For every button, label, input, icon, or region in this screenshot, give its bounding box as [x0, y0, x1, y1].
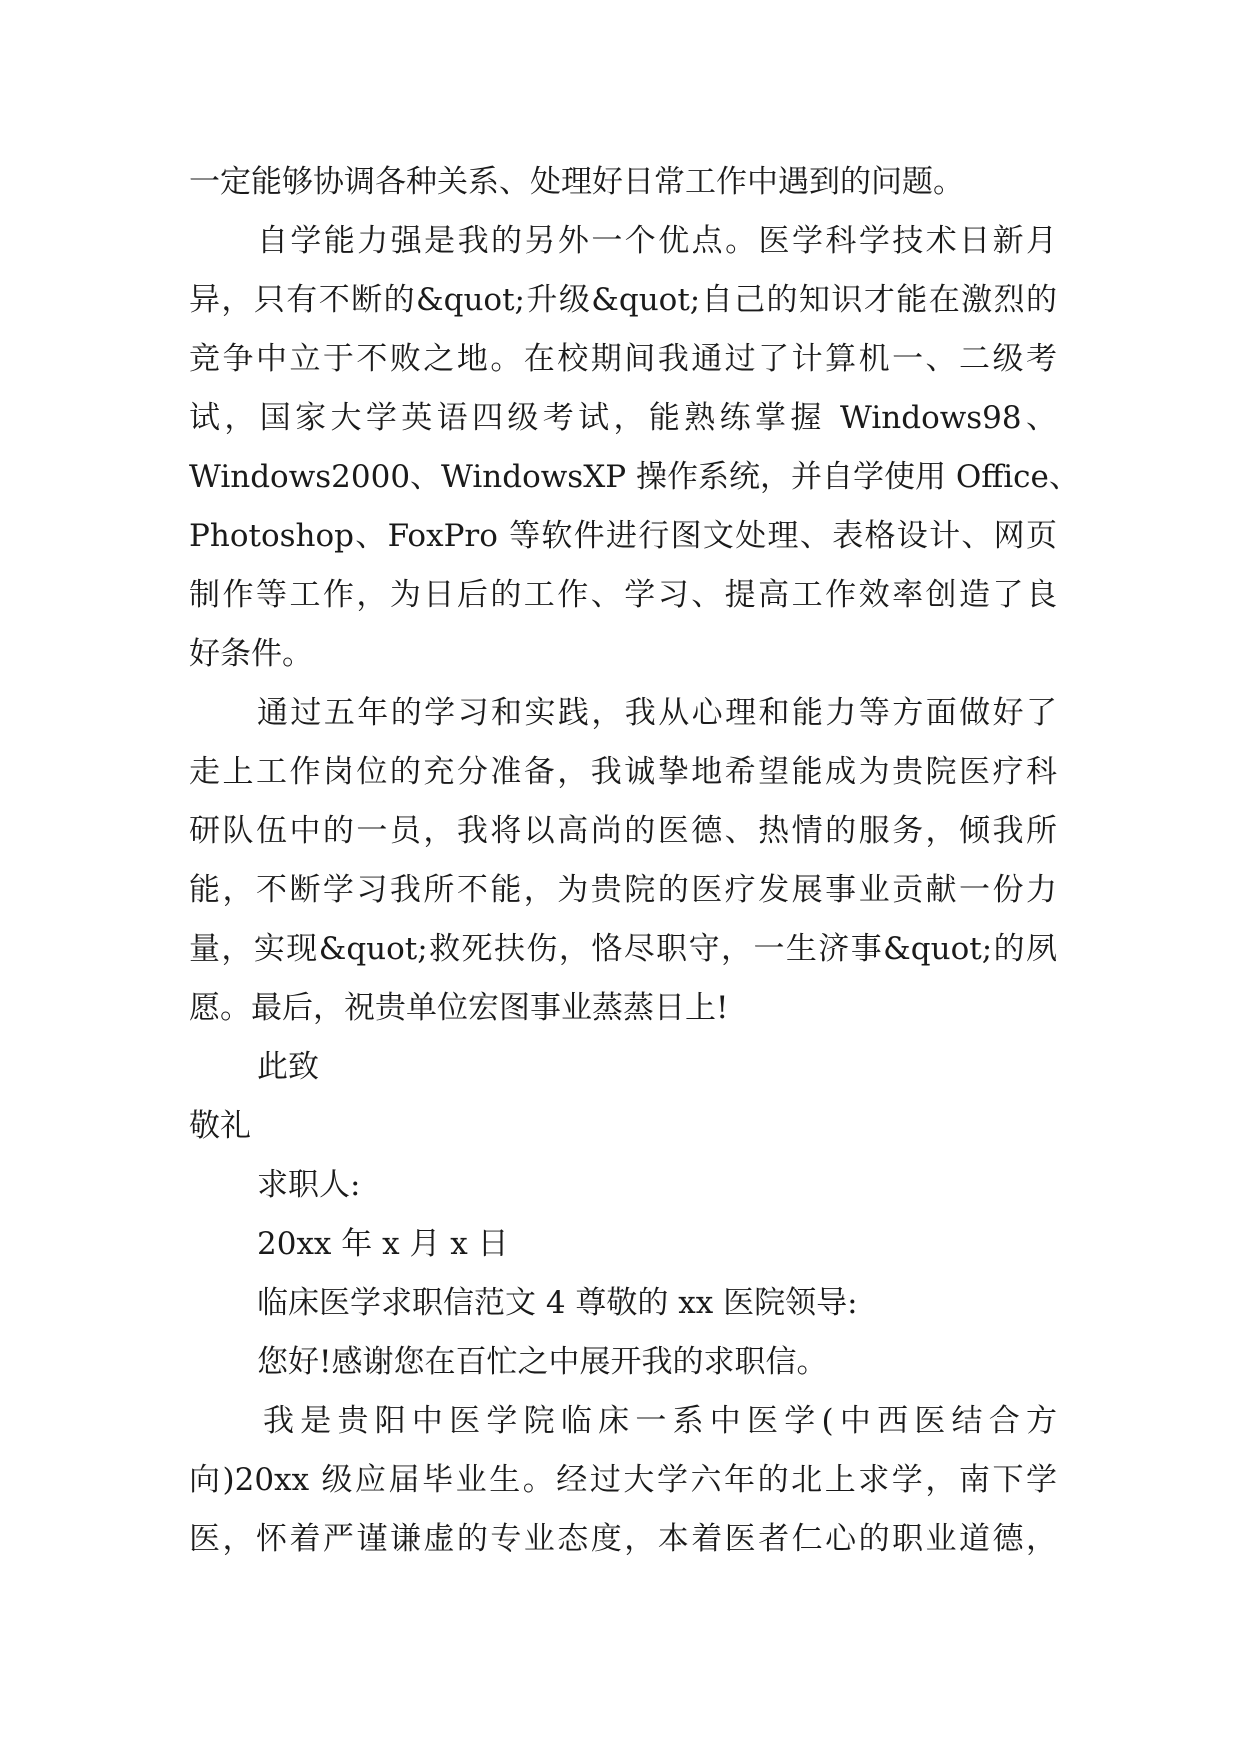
signature-line: 求职人:: [257, 1167, 361, 1203]
text-line: Windows2000、WindowsXP 操作系统，并自学使用 Office、: [189, 459, 1080, 495]
text-line: 量，实现&quot;救死扶伤，恪尽职守，一生济事&quot;的夙: [189, 931, 1057, 967]
text-line: 走上工作岗位的充分准备，我诚挚地希望能成为贵院医疗科: [189, 754, 1057, 790]
text-line: 医，怀着严谨谦虚的专业态度，本着医者仁心的职业道德，: [189, 1521, 1057, 1557]
closing-line: 此致: [257, 1049, 319, 1085]
section-title-line: 临床医学求职信范文 4 尊敬的 xx 医院领导:: [257, 1285, 858, 1321]
paragraph-start-line: 我是贵阳中医学院临床一系中医学(中西医结合方: [263, 1403, 1057, 1439]
paragraph-start-line: 自学能力强是我的另外一个优点。医学科学技术日新月: [257, 223, 1057, 259]
text-line: 好条件。: [189, 636, 313, 672]
date-line: 20xx 年 x 月 x 日: [257, 1226, 509, 1262]
salutation-line: 敬礼: [189, 1108, 251, 1144]
document-body: [189, 153, 1080, 1569]
text-line: 竞争中立于不败之地。在校期间我通过了计算机一、二级考: [189, 341, 1057, 377]
text-line: 一定能够协调各种关系、处理好日常工作中遇到的问题。: [189, 164, 964, 200]
paragraph-start-line: 通过五年的学习和实践，我从心理和能力等方面做好了: [257, 695, 1057, 731]
text-line: 异，只有不断的&quot;升级&quot;自己的知识才能在激烈的: [189, 282, 1057, 318]
text-line: Photoshop、FoxPro 等软件进行图文处理、表格设计、网页: [189, 518, 1057, 554]
text-line: 研队伍中的一员，我将以高尚的医德、热情的服务，倾我所: [189, 813, 1057, 849]
text-line: 能，不断学习我所不能，为贵院的医疗发展事业贡献一份力: [189, 872, 1057, 908]
text-line: 向)20xx 级应届毕业生。经过大学六年的北上求学，南下学: [189, 1462, 1057, 1498]
text-line: 制作等工作，为日后的工作、学习、提高工作效率创造了良: [189, 577, 1057, 613]
greeting-line: 您好!感谢您在百忙之中展开我的求职信。: [257, 1344, 828, 1380]
text-line: 试，国家大学英语四级考试，能熟练掌握 Windows98、: [189, 400, 1057, 436]
text-line: 愿。最后，祝贵单位宏图事业蒸蒸日上!: [189, 990, 729, 1026]
